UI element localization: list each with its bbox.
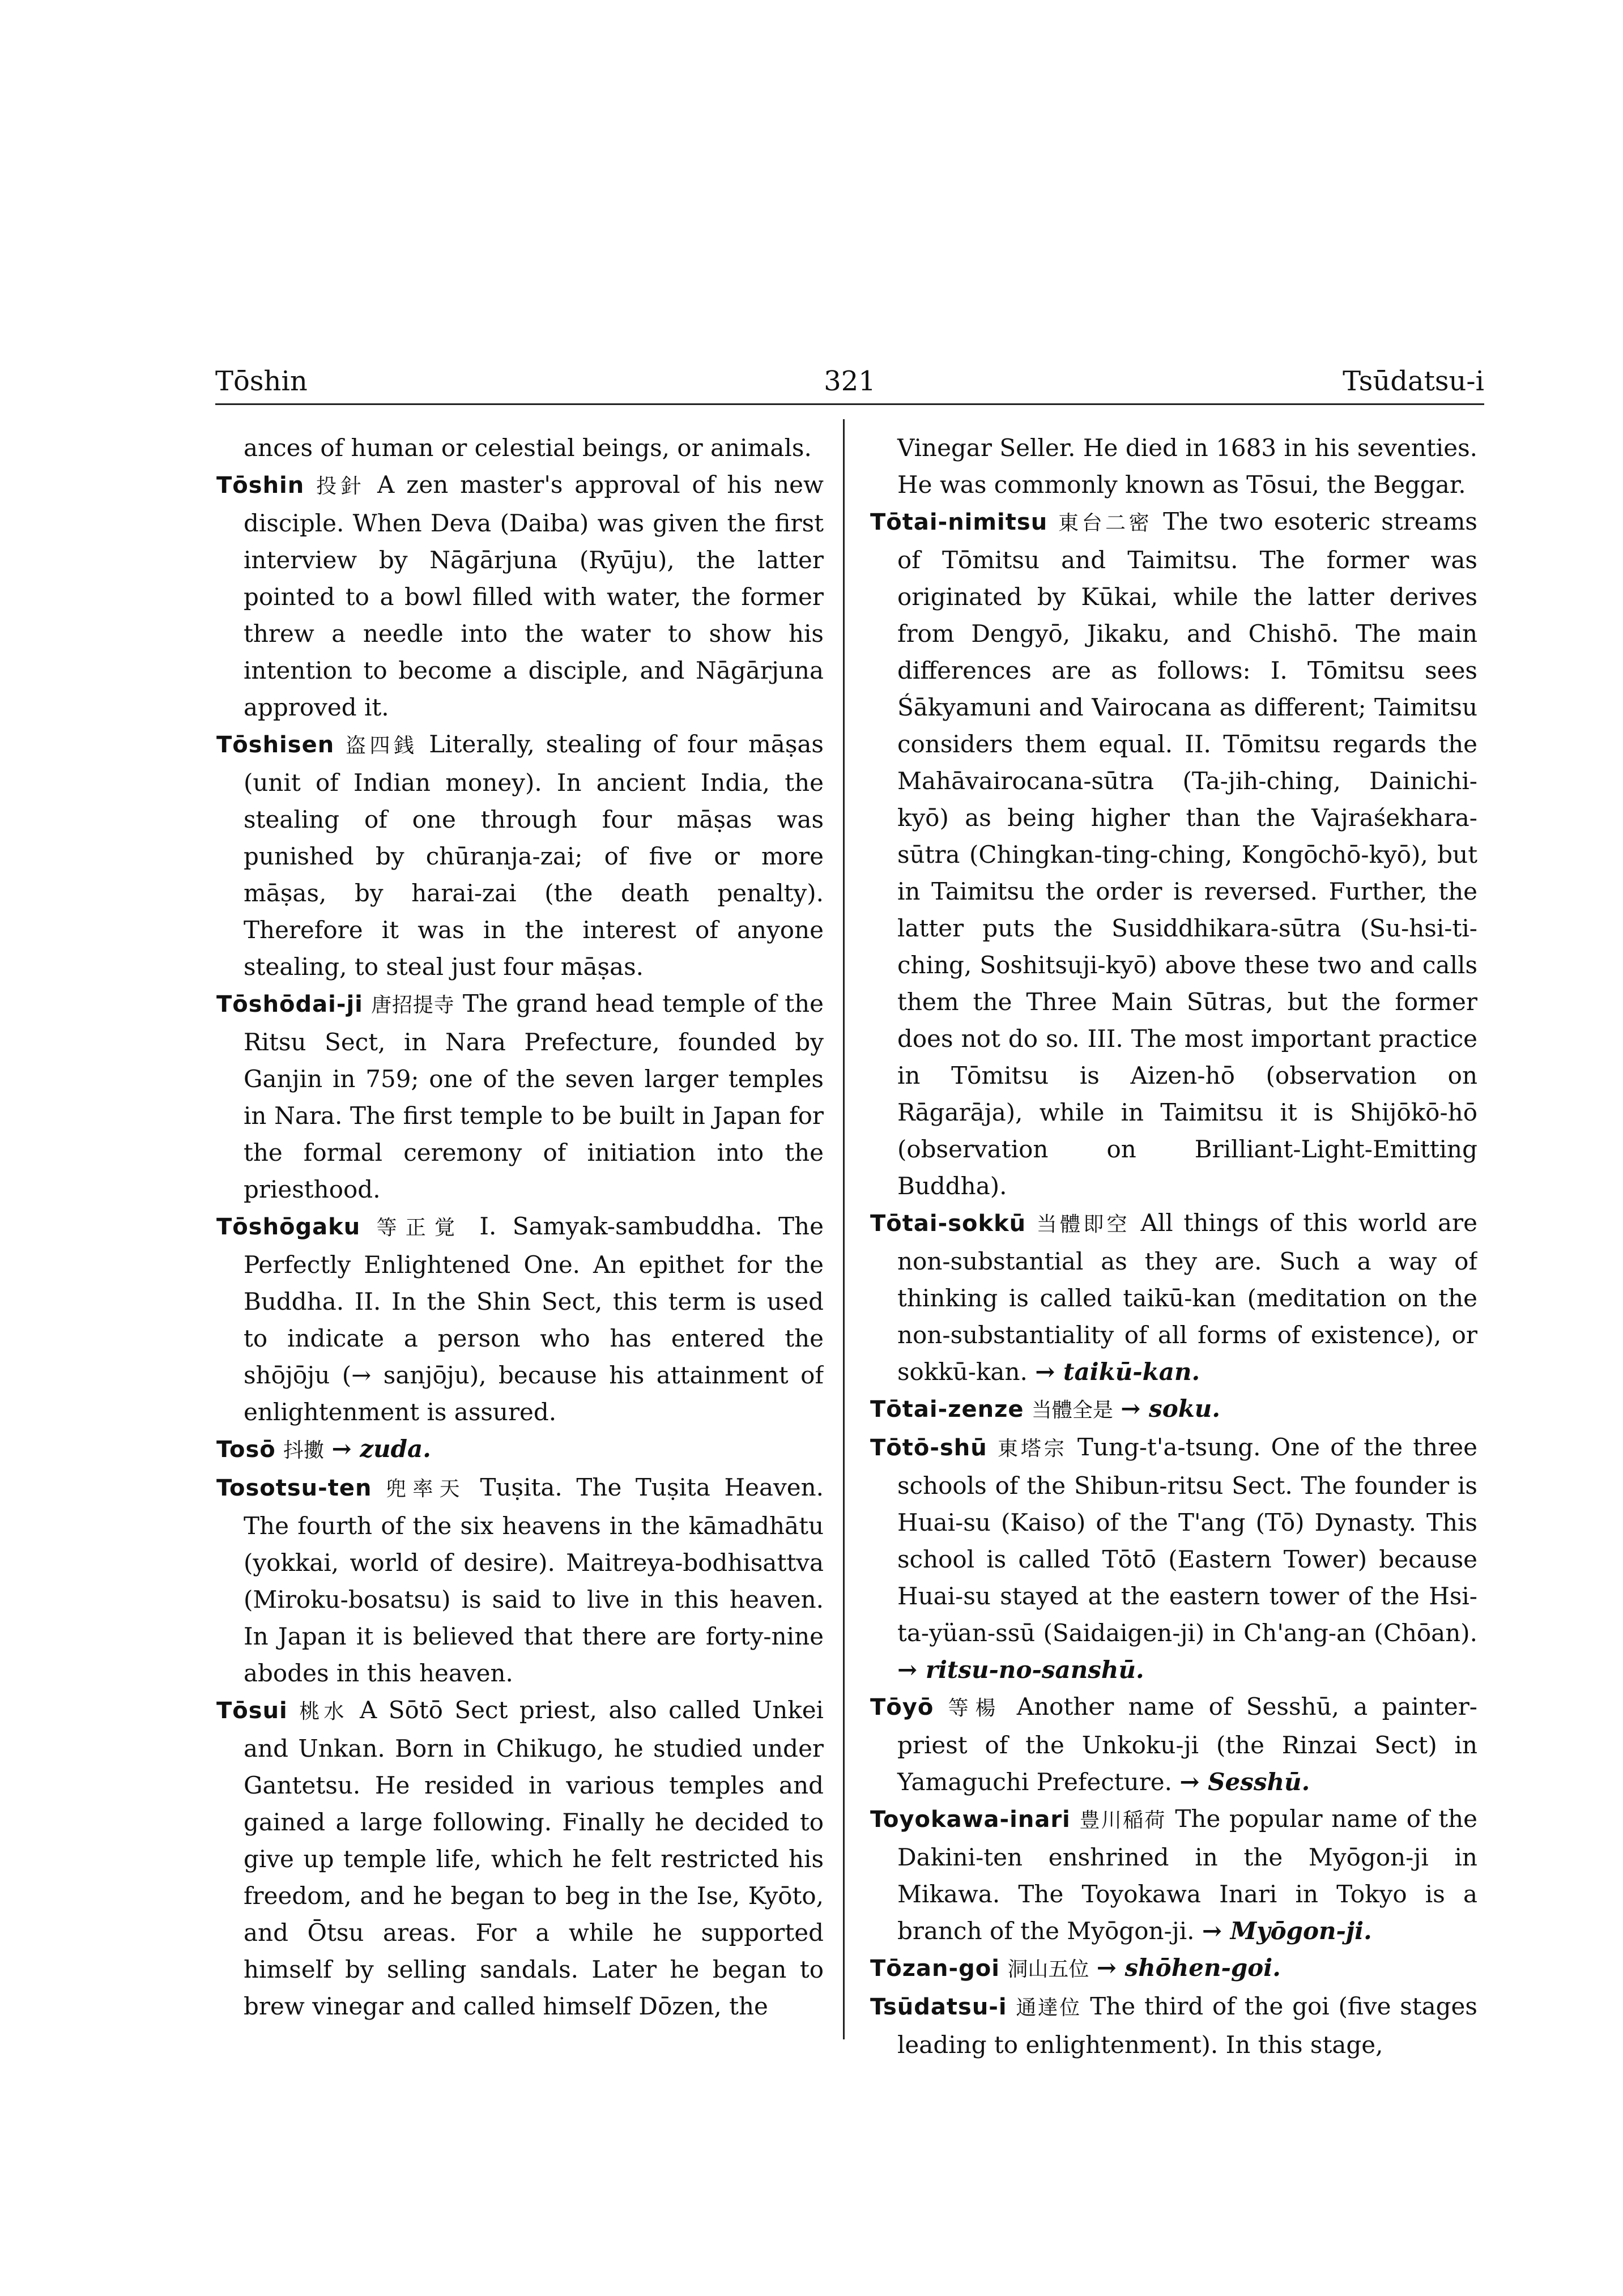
left-column <box>216 429 824 2072</box>
entry-kanji: 盗四銭 <box>346 734 418 757</box>
dictionary-entry <box>870 1390 1477 1429</box>
dictionary-entry <box>216 466 824 726</box>
dictionary-entry <box>870 1800 1477 1949</box>
entry-definition: Tung-t'a-tsung. One of the three schools of the Shibun-ritsu Sect. The founder is Huai-su (Kaiso) of the T'ang (Tō) Dynasty. This school is called Tōtō (Eastern Tower) because Huai-su stayed at the eastern tower of the Hsi-ta-yüan-ssū (Saidaigen-ji) in Ch'ang-an (Chōan). <box>897 1433 1477 1647</box>
entry-definition: Vinegar Seller. He died in 1683 in his seventies. He was commonly known as Tōsui, the Beggar. <box>897 434 1477 499</box>
entry-headword: Tosotsu-ten <box>216 1475 372 1501</box>
entry-kanji: 等楊 <box>948 1697 1003 1720</box>
entry-kanji: 抖擻 <box>283 1439 325 1462</box>
entry-kanji: 唐招提寺 <box>371 994 455 1017</box>
entry-headword: Tōshin <box>216 472 305 499</box>
column-divider <box>843 419 845 2039</box>
dictionary-entry-continuation <box>216 429 824 466</box>
right-guide-word: Tsūdatsu-i <box>1343 365 1484 397</box>
running-head <box>215 361 1484 401</box>
entry-headword: Tōyō <box>870 1694 934 1720</box>
entry-headword: Tōshisen <box>216 732 335 758</box>
entry-kanji: 東塔宗 <box>997 1437 1067 1460</box>
cross-reference: → Sesshū. <box>1179 1768 1310 1796</box>
dictionary-entry <box>216 985 824 1208</box>
dictionary-entry <box>870 1429 1477 1688</box>
entry-headword: Toyokawa-inari <box>870 1807 1071 1833</box>
entry-definition: I. Samyak-sambuddha. The Perfectly Enlightened One. An epithet for the Buddha. II. In the Shin Sect, this term is used to indicate a person who has entered the shōjōju (→ sanjōju), because his attainment of enlightenment is assured. <box>244 1212 824 1426</box>
entry-headword: Tōtai-sokkū <box>870 1211 1026 1237</box>
cross-reference: → ritsu-no-sanshū. <box>897 1656 1144 1684</box>
entry-kanji: 桃水 <box>299 1700 348 1723</box>
entry-headword: Tsūdatsu-i <box>870 1994 1007 2020</box>
dictionary-entry <box>216 1208 824 1430</box>
dictionary-entry <box>870 1688 1477 1800</box>
dictionary-entry <box>216 1469 824 1692</box>
entry-kanji: 等正覚 <box>376 1216 463 1239</box>
page-number: 321 <box>824 365 876 397</box>
dictionary-entry <box>870 1988 1477 2063</box>
entry-headword: Tōzan-goi <box>870 1956 1000 1982</box>
dictionary-entry <box>216 1692 824 2025</box>
entry-definition: A zen master's approval of his new disciple. When Deva (Daiba) was given the first interview by Nāgārjuna (Ryūju), the latter pointed to a bowl filled with water, the former threw a needle into the water to show his intention to become a disciple, and Nāgārjuna approved it. <box>244 471 824 721</box>
cross-reference: → zuda. <box>331 1435 431 1463</box>
entry-kanji: 東台二密 <box>1058 512 1153 535</box>
entry-headword: Tōsui <box>216 1698 288 1724</box>
left-guide-word: Tōshin <box>215 365 308 397</box>
header-rule <box>215 403 1484 405</box>
entry-definition: The third of the goi (five stages leading to enlightenment). In this stage, <box>897 1992 1477 2059</box>
dictionary-entry <box>870 1204 1477 1390</box>
entry-definition: Literally, stealing of four māṣas (unit of Indian money). In ancient India, the stealing of one through four māṣas was punished by chūranja-zai; of five or more māṣas, by harai-zai (the death penalty). Therefore it was in the interest of anyone stealing, to steal just four māṣas. <box>244 730 824 981</box>
right-column <box>870 429 1477 2072</box>
entry-headword: Tosō <box>216 1437 276 1463</box>
entry-kanji: 兜率天 <box>386 1477 466 1501</box>
cross-reference: → Myōgon-ji. <box>1202 1917 1372 1945</box>
dictionary-entry-continuation <box>870 429 1477 503</box>
dictionary-entry <box>870 503 1477 1204</box>
entry-headword: Tōshōgaku <box>216 1214 361 1240</box>
entry-headword: Tōtō-shū <box>870 1435 987 1461</box>
entry-kanji: 当體全是 <box>1031 1399 1113 1422</box>
dictionary-entry <box>216 726 824 985</box>
cross-reference: → taikū-kan. <box>1035 1358 1200 1386</box>
entry-kanji: 通達位 <box>1016 1996 1081 2020</box>
entry-kanji: 投針 <box>316 475 366 498</box>
entry-definition: ances of human or celestial beings, or animals. <box>244 434 812 462</box>
dictionary-entry <box>216 1430 824 1469</box>
entry-kanji: 当體即空 <box>1036 1213 1130 1236</box>
dictionary-entry <box>870 1949 1477 1988</box>
entry-kanji: 洞山五位 <box>1007 1958 1089 1981</box>
entry-definition: All things of this world are non-substantial as they are. Such a way of thinking is called taikū-kan (meditation on the non-substantiality of all forms of existence), or sokkū-kan. <box>897 1209 1477 1386</box>
entry-headword: Tōtai-nimitsu <box>870 509 1048 535</box>
entry-definition: Another name of Sesshū, a painter-priest of the Unkoku-ji (the Rinzai Sect) in Yamaguchi Prefecture. <box>897 1693 1477 1796</box>
entry-definition: The grand head temple of the Ritsu Sect, in Nara Prefecture, founded by Ganjin in 759; one of the seven larger temples in Nara. The first temple to be built in Japan for the formal ceremony of initiation into the priesthood. <box>244 990 824 1203</box>
entry-definition: The popular name of the Dakini-ten enshrined in the Myōgon-ji in Mikawa. The Toyokawa Inari in Tokyo is a branch of the Myōgon-ji. <box>897 1805 1477 1945</box>
entry-kanji: 豊川稲荷 <box>1079 1809 1166 1832</box>
entry-definition: Tuṣita. The Tuṣita Heaven. The fourth of the six heavens in the kāmadhātu (yokkai, world of desire). Maitreya-bodhisattva (Miroku-bosatsu) is said to live in this heaven. In Japan it is believed that there are forty-nine abodes in this heaven. <box>244 1473 824 1687</box>
entry-headword: Tōshōdai-ji <box>216 991 363 1017</box>
entry-headword: Tōtai-zenze <box>870 1396 1024 1422</box>
cross-reference: → shōhen-goi. <box>1096 1954 1281 1982</box>
cross-reference: → soku. <box>1121 1395 1220 1422</box>
entry-definition: A Sōtō Sect priest, also called Unkei and Unkan. Born in Chikugo, he studied under Gantetsu. He resided in various temples and gained a large following. Finally he decided to give up temple life, which he felt restricted his freedom, and he began to beg in the Ise, Kyōto, and Ōtsu areas. For a while he supported himself by selling sandals. Later he began to brew vinegar and called himself Dōzen, the <box>244 1696 824 2020</box>
entry-definition: The two esoteric streams of Tōmitsu and Taimitsu. The former was originated by Kūkai, while the latter derives from Dengyō, Jikaku, and Chishō. The main differences are as follows: I. Tōmitsu sees Śākyamuni and Vairocana as different; Taimitsu considers them equal. II. Tōmitsu regards the Mahāvairocana-sūtra (Ta-jih-ching, Dainichi-kyō) as being higher than the Vajraśekhara-sūtra (Chingkan-ting-ching, Kongōchō-kyō), but in Taimitsu the order is reversed. Further, the latter puts the Susiddhikara-sūtra (Su-hsi-ti-ching, Soshitsuji-kyō) above these two and calls them the Three Main Sūtras, but the former does not do so. III. The most important practice in Tōmitsu is Aizen-hō (observation on Rāgarāja), while in Taimitsu it is Shijōkō-hō (observation on Brilliant-Light-Emitting Buddha). <box>897 508 1477 1200</box>
